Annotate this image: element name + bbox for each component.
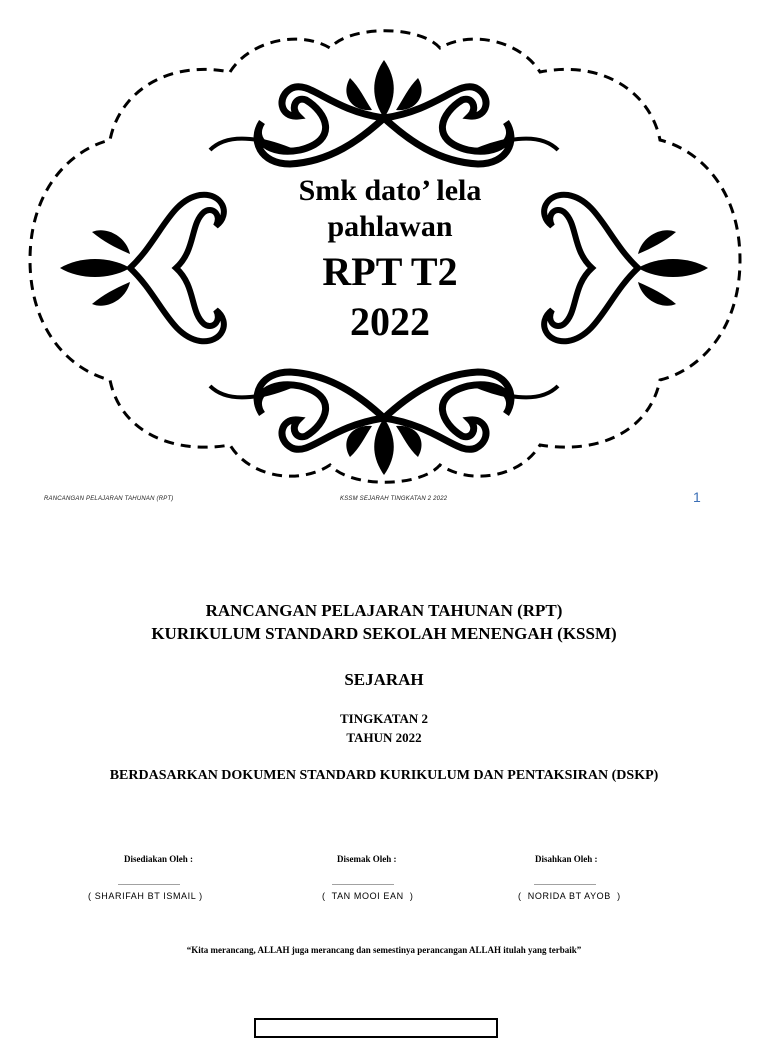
page-number: 1 xyxy=(693,489,701,505)
signature-label-checked: Disemak Oleh : xyxy=(337,854,397,864)
signature-line-checked: ............................... xyxy=(332,878,394,887)
signature-line-prepared: ............................... xyxy=(118,878,180,887)
school-name-line1: Smk dato’ lela xyxy=(298,174,482,207)
signature-label-approved: Disahkan Oleh : xyxy=(535,854,598,864)
year-title: 2022 xyxy=(350,299,430,344)
bottom-flourish xyxy=(210,372,558,475)
heading-rpt: RANCANGAN PELAJARAN TAHUNAN (RPT) xyxy=(205,601,563,620)
signature-name-checked: ( TAN MOOI EAN ) xyxy=(322,891,414,901)
bottom-bordered-box xyxy=(254,1018,498,1038)
footer-left-text: RANCANGAN PELAJARAN TAHUNAN (RPT) xyxy=(44,496,174,502)
signature-name-approved: ( NORIDA BT AYOB ) xyxy=(518,891,621,901)
cover-title xyxy=(220,176,560,342)
left-flourish xyxy=(60,195,224,342)
subject-heading: SEJARAH xyxy=(344,670,424,689)
form-heading: TINGKATAN 2 xyxy=(340,711,428,726)
signature-line-approved: ............................... xyxy=(534,878,596,887)
right-flourish xyxy=(544,195,708,342)
heading-kssm: KURIKULUM STANDARD SEKOLAH MENENGAH (KSSM) xyxy=(151,624,617,643)
motto-quote: “Kita merancang, ALLAH juga merancang dan semestinya perancangan ALLAH itulah yang terbaik” xyxy=(186,945,582,955)
top-flourish xyxy=(210,60,558,164)
footer-middle-text: KSSM SEJARAH TINGKATAN 2 2022 xyxy=(340,496,448,502)
rpt-title: RPT T2 xyxy=(322,249,458,294)
signature-name-prepared: ( SHARIFAH BT ISMAIL ) xyxy=(88,891,203,901)
signature-label-prepared: Disediakan Oleh : xyxy=(124,854,194,864)
school-name-line2: pahlawan xyxy=(327,210,453,243)
year-heading: TAHUN 2022 xyxy=(346,730,422,745)
basis-heading: BERDASARKAN DOKUMEN STANDARD KURIKULUM DAN PENTAKSIRAN (DSKP) xyxy=(109,768,659,783)
